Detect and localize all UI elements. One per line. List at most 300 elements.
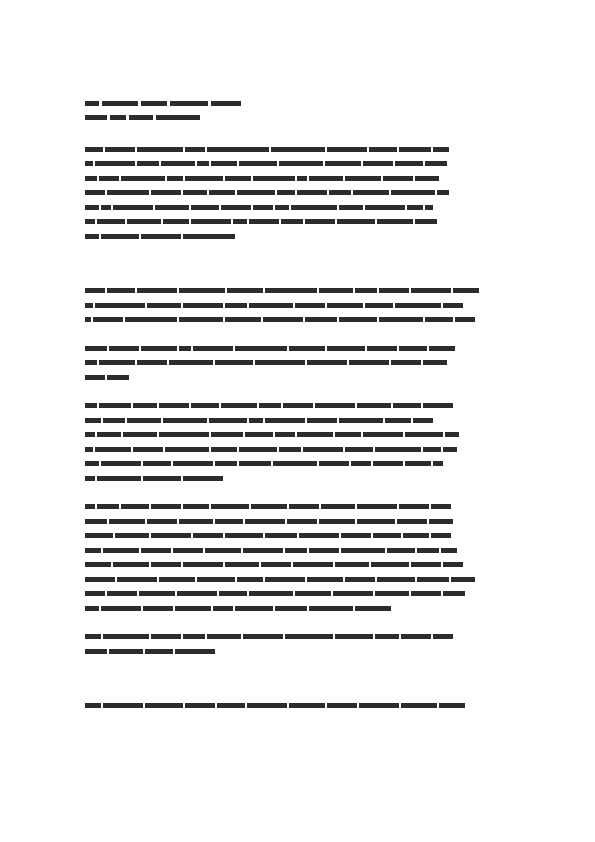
illegible-word xyxy=(299,533,339,538)
illegible-word xyxy=(431,533,451,538)
illegible-word xyxy=(197,161,209,166)
illegible-word xyxy=(235,606,273,611)
illegible-word xyxy=(239,447,277,452)
illegible-word xyxy=(85,317,91,322)
illegible-word xyxy=(423,447,441,452)
text-line xyxy=(85,587,510,602)
illegible-word xyxy=(415,176,439,181)
illegible-word xyxy=(185,176,223,181)
illegible-word xyxy=(129,115,153,120)
illegible-word xyxy=(253,205,273,210)
illegible-word xyxy=(391,190,435,195)
text-line xyxy=(85,413,510,428)
illegible-word xyxy=(259,403,281,408)
illegible-word xyxy=(147,519,177,524)
illegible-word xyxy=(411,288,451,293)
text-line xyxy=(85,442,510,457)
illegible-word xyxy=(401,634,431,639)
illegible-word xyxy=(211,504,249,509)
illegible-word xyxy=(95,447,131,452)
illegible-word xyxy=(179,519,213,524)
text-line xyxy=(85,572,510,587)
illegible-word xyxy=(173,548,203,553)
illegible-word xyxy=(319,461,349,466)
illegible-word xyxy=(371,562,409,567)
illegible-word xyxy=(351,461,371,466)
text-line xyxy=(85,284,510,299)
illegible-word xyxy=(443,303,463,308)
illegible-word xyxy=(121,504,149,509)
illegible-word xyxy=(265,288,317,293)
illegible-word xyxy=(377,577,415,582)
illegible-word xyxy=(329,190,351,195)
illegible-word xyxy=(225,176,251,181)
illegible-word xyxy=(191,205,219,210)
illegible-word xyxy=(133,447,163,452)
illegible-word xyxy=(225,533,263,538)
illegible-word xyxy=(85,606,99,611)
illegible-word xyxy=(439,703,465,708)
illegible-word xyxy=(197,577,235,582)
illegible-word xyxy=(205,548,241,553)
illegible-word xyxy=(217,703,245,708)
illegible-word xyxy=(221,403,257,408)
illegible-word xyxy=(115,533,149,538)
illegible-word xyxy=(95,161,135,166)
text-line xyxy=(85,471,510,486)
illegible-word xyxy=(417,577,449,582)
illegible-word xyxy=(163,219,189,224)
illegible-word xyxy=(185,703,215,708)
illegible-word xyxy=(455,317,475,322)
text-line xyxy=(85,313,510,328)
illegible-word xyxy=(237,577,263,582)
illegible-word xyxy=(185,147,205,152)
illegible-word xyxy=(99,403,131,408)
illegible-word xyxy=(137,161,159,166)
illegible-word xyxy=(341,533,371,538)
illegible-word xyxy=(85,519,107,524)
illegible-word xyxy=(423,403,453,408)
text-line xyxy=(85,399,510,414)
text-line xyxy=(85,215,510,230)
illegible-word xyxy=(293,562,333,567)
illegible-word xyxy=(309,548,339,553)
illegible-word xyxy=(345,577,375,582)
illegible-word xyxy=(233,219,247,224)
illegible-word xyxy=(353,190,389,195)
text-line xyxy=(85,644,510,659)
illegible-word xyxy=(365,303,393,308)
illegible-word xyxy=(275,432,295,437)
illegible-word xyxy=(213,606,233,611)
illegible-word xyxy=(137,360,167,365)
illegible-word xyxy=(335,634,373,639)
illegible-word xyxy=(253,176,295,181)
illegible-word xyxy=(237,190,275,195)
illegible-word xyxy=(327,703,357,708)
illegible-word xyxy=(337,219,375,224)
illegible-word xyxy=(365,205,405,210)
illegible-word xyxy=(281,219,303,224)
illegible-word xyxy=(239,461,271,466)
text-line xyxy=(85,200,510,215)
illegible-word xyxy=(109,346,139,351)
paragraph-2 xyxy=(85,284,510,328)
illegible-word xyxy=(375,447,421,452)
illegible-word xyxy=(125,317,177,322)
illegible-word xyxy=(369,147,397,152)
text-line xyxy=(85,186,510,201)
illegible-word xyxy=(273,461,317,466)
illegible-word xyxy=(85,346,107,351)
illegible-word xyxy=(327,303,363,308)
illegible-word xyxy=(101,234,139,239)
illegible-word xyxy=(102,101,138,106)
illegible-word xyxy=(85,649,107,654)
illegible-word xyxy=(395,303,441,308)
heading-line xyxy=(85,96,510,110)
illegible-word xyxy=(151,562,181,567)
illegible-word xyxy=(113,205,153,210)
illegible-word xyxy=(123,432,157,437)
illegible-word xyxy=(335,432,361,437)
illegible-word xyxy=(85,375,105,380)
document-body xyxy=(85,96,510,713)
illegible-word xyxy=(215,519,243,524)
illegible-word xyxy=(159,577,195,582)
illegible-word xyxy=(137,147,183,152)
illegible-word xyxy=(279,161,323,166)
illegible-word xyxy=(141,548,171,553)
illegible-word xyxy=(247,703,287,708)
illegible-word xyxy=(167,176,183,181)
illegible-word xyxy=(97,432,121,437)
illegible-word xyxy=(263,317,303,322)
illegible-word xyxy=(177,591,217,596)
illegible-word xyxy=(399,346,427,351)
illegible-word xyxy=(295,591,331,596)
illegible-word xyxy=(333,591,373,596)
illegible-word xyxy=(303,447,343,452)
paragraph-7 xyxy=(85,699,510,714)
illegible-word xyxy=(321,504,355,509)
illegible-word xyxy=(413,418,433,423)
illegible-word xyxy=(277,190,295,195)
illegible-word xyxy=(391,360,421,365)
illegible-word xyxy=(93,317,123,322)
paragraph-3 xyxy=(85,341,510,385)
illegible-word xyxy=(243,548,283,553)
illegible-word xyxy=(85,533,113,538)
text-line xyxy=(85,529,510,544)
illegible-word xyxy=(379,317,423,322)
illegible-word xyxy=(85,562,111,567)
illegible-word xyxy=(305,317,337,322)
illegible-word xyxy=(437,190,449,195)
text-line xyxy=(85,298,510,313)
illegible-word xyxy=(265,418,305,423)
illegible-word xyxy=(99,360,135,365)
illegible-word xyxy=(101,205,111,210)
illegible-word xyxy=(345,447,373,452)
illegible-word xyxy=(85,115,107,120)
illegible-word xyxy=(339,317,377,322)
text-line xyxy=(85,543,510,558)
illegible-word xyxy=(289,346,325,351)
illegible-word xyxy=(209,190,235,195)
illegible-word xyxy=(357,519,395,524)
illegible-word xyxy=(443,447,457,452)
illegible-word xyxy=(443,591,465,596)
illegible-word xyxy=(121,176,165,181)
illegible-word xyxy=(289,703,325,708)
illegible-word xyxy=(249,418,263,423)
illegible-word xyxy=(345,176,381,181)
illegible-word xyxy=(433,634,453,639)
illegible-word xyxy=(139,591,175,596)
illegible-word xyxy=(85,147,103,152)
illegible-word xyxy=(215,360,253,365)
text-line xyxy=(85,457,510,472)
illegible-word xyxy=(249,303,293,308)
illegible-word xyxy=(85,190,105,195)
illegible-word xyxy=(159,432,209,437)
illegible-word xyxy=(441,548,457,553)
illegible-word xyxy=(363,432,403,437)
illegible-word xyxy=(193,346,233,351)
text-line xyxy=(85,157,510,172)
illegible-word xyxy=(319,519,355,524)
illegible-word xyxy=(183,634,205,639)
illegible-word xyxy=(207,634,241,639)
illegible-word xyxy=(425,317,453,322)
illegible-word xyxy=(85,447,93,452)
illegible-word xyxy=(225,303,247,308)
illegible-word xyxy=(445,432,459,437)
illegible-word xyxy=(297,176,307,181)
illegible-word xyxy=(105,147,135,152)
illegible-word xyxy=(143,461,171,466)
illegible-word xyxy=(183,504,209,509)
illegible-word xyxy=(183,190,207,195)
illegible-word xyxy=(85,234,99,239)
illegible-word xyxy=(245,519,285,524)
illegible-word xyxy=(85,703,101,708)
illegible-word xyxy=(183,303,223,308)
illegible-word xyxy=(339,418,383,423)
illegible-word xyxy=(85,432,95,437)
illegible-word xyxy=(307,418,337,423)
illegible-word xyxy=(97,504,119,509)
illegible-word xyxy=(425,161,447,166)
illegible-word xyxy=(141,101,167,106)
illegible-word xyxy=(211,432,243,437)
illegible-word xyxy=(265,533,297,538)
illegible-word xyxy=(377,219,413,224)
illegible-word xyxy=(355,288,377,293)
illegible-word xyxy=(399,504,429,509)
illegible-word xyxy=(143,606,173,611)
text-line xyxy=(85,428,510,443)
illegible-word xyxy=(375,591,409,596)
illegible-word xyxy=(155,205,189,210)
illegible-word xyxy=(163,418,207,423)
illegible-word xyxy=(173,461,213,466)
illegible-word xyxy=(85,303,93,308)
illegible-word xyxy=(373,533,401,538)
text-line xyxy=(85,500,510,515)
illegible-word xyxy=(109,649,143,654)
illegible-word xyxy=(211,161,237,166)
illegible-word xyxy=(85,591,105,596)
illegible-word xyxy=(411,591,441,596)
illegible-word xyxy=(103,634,149,639)
illegible-word xyxy=(97,219,125,224)
text-line xyxy=(85,171,510,186)
illegible-word xyxy=(193,533,223,538)
illegible-word xyxy=(151,634,181,639)
illegible-word xyxy=(107,375,129,380)
illegible-word xyxy=(265,577,305,582)
illegible-word xyxy=(175,606,211,611)
illegible-word xyxy=(85,176,97,181)
illegible-word xyxy=(239,161,277,166)
illegible-word xyxy=(325,161,361,166)
illegible-word xyxy=(85,288,105,293)
illegible-word xyxy=(127,418,161,423)
illegible-word xyxy=(219,591,247,596)
illegible-word xyxy=(85,360,97,365)
illegible-word xyxy=(359,703,399,708)
illegible-word xyxy=(141,234,181,239)
illegible-word xyxy=(373,461,403,466)
illegible-word xyxy=(307,577,343,582)
illegible-word xyxy=(235,346,287,351)
illegible-word xyxy=(137,288,177,293)
illegible-word xyxy=(101,461,141,466)
illegible-word xyxy=(85,403,97,408)
illegible-word xyxy=(169,360,213,365)
illegible-word xyxy=(357,504,397,509)
illegible-word xyxy=(161,161,195,166)
illegible-word xyxy=(405,461,431,466)
illegible-word xyxy=(151,504,181,509)
illegible-word xyxy=(349,360,389,365)
illegible-word xyxy=(415,219,437,224)
illegible-word xyxy=(107,591,137,596)
illegible-word xyxy=(417,548,439,553)
illegible-word xyxy=(305,219,335,224)
illegible-word xyxy=(85,219,95,224)
illegible-word xyxy=(339,205,363,210)
illegible-word xyxy=(397,519,427,524)
text-line xyxy=(85,630,510,645)
illegible-word xyxy=(429,346,455,351)
illegible-word xyxy=(283,403,313,408)
illegible-word xyxy=(107,190,149,195)
illegible-word xyxy=(179,288,225,293)
illegible-word xyxy=(423,360,447,365)
illegible-word xyxy=(179,346,191,351)
illegible-word xyxy=(327,346,365,351)
illegible-word xyxy=(255,360,305,365)
text-line xyxy=(85,341,510,356)
illegible-word xyxy=(375,634,399,639)
illegible-word xyxy=(191,219,231,224)
illegible-word xyxy=(225,317,261,322)
paragraph-1 xyxy=(85,142,510,244)
illegible-word xyxy=(271,147,325,152)
illegible-word xyxy=(335,562,369,567)
illegible-word xyxy=(327,147,367,152)
illegible-word xyxy=(249,219,279,224)
illegible-word xyxy=(443,562,463,567)
illegible-word xyxy=(127,219,161,224)
illegible-word xyxy=(103,703,143,708)
illegible-word xyxy=(101,606,141,611)
illegible-word xyxy=(379,288,409,293)
illegible-word xyxy=(211,447,237,452)
illegible-word xyxy=(209,418,247,423)
illegible-word xyxy=(85,634,101,639)
illegible-word xyxy=(85,418,101,423)
text-line xyxy=(85,370,510,385)
illegible-word xyxy=(85,461,99,466)
text-line xyxy=(85,558,510,573)
illegible-word xyxy=(251,504,287,509)
illegible-word xyxy=(453,288,479,293)
paragraph-5 xyxy=(85,500,510,616)
illegible-word xyxy=(355,606,391,611)
illegible-word xyxy=(387,548,415,553)
illegible-word xyxy=(110,115,126,120)
illegible-word xyxy=(291,205,337,210)
illegible-word xyxy=(85,476,95,481)
illegible-word xyxy=(307,360,347,365)
illegible-word xyxy=(175,649,215,654)
illegible-word xyxy=(113,562,149,567)
illegible-word xyxy=(309,606,353,611)
illegible-word xyxy=(117,577,157,582)
illegible-word xyxy=(159,403,189,408)
illegible-word xyxy=(357,403,391,408)
illegible-word xyxy=(97,476,141,481)
illegible-word xyxy=(147,303,181,308)
illegible-word xyxy=(85,548,101,553)
illegible-word xyxy=(141,346,177,351)
text-line xyxy=(85,229,510,244)
illegible-word xyxy=(227,288,263,293)
illegible-word xyxy=(275,606,307,611)
illegible-word xyxy=(179,317,223,322)
illegible-word xyxy=(261,562,291,567)
illegible-word xyxy=(103,548,139,553)
text-line xyxy=(85,601,510,616)
illegible-word xyxy=(109,519,145,524)
illegible-word xyxy=(431,504,451,509)
heading-line xyxy=(85,110,510,124)
illegible-word xyxy=(309,176,343,181)
illegible-word xyxy=(403,533,429,538)
illegible-word xyxy=(383,176,413,181)
illegible-word xyxy=(429,519,453,524)
illegible-word xyxy=(151,190,181,195)
illegible-word xyxy=(85,504,95,509)
illegible-word xyxy=(191,403,219,408)
illegible-word xyxy=(165,447,209,452)
illegible-word xyxy=(393,403,421,408)
